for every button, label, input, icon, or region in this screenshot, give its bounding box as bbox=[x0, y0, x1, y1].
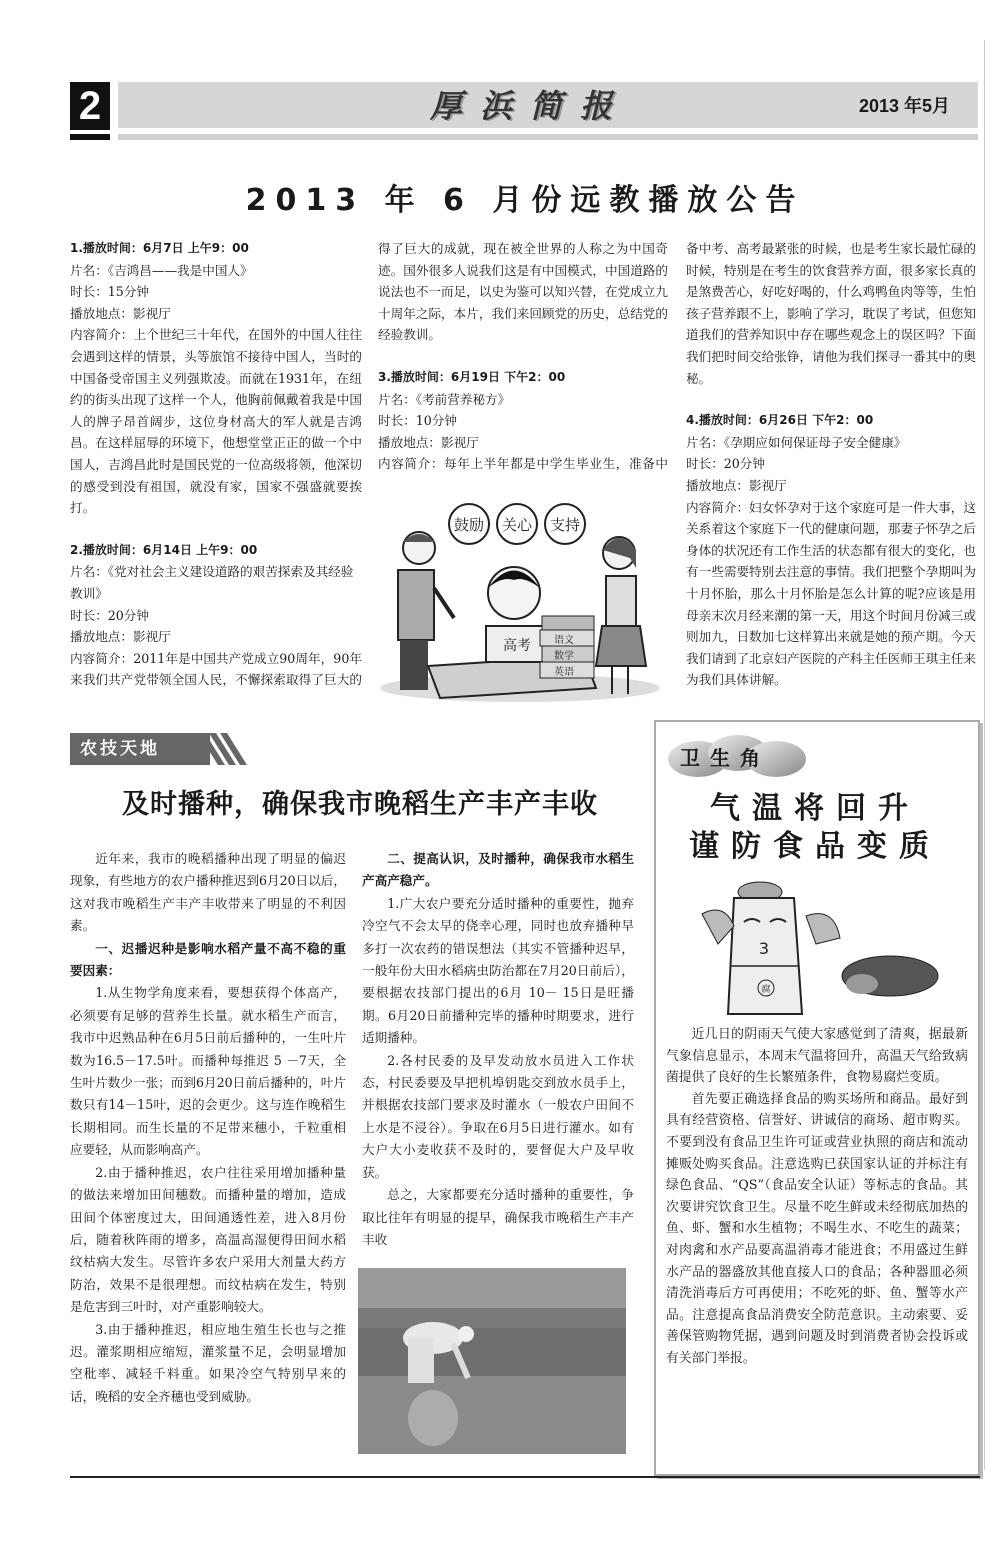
film-summary-continued: 备中考、高考最紧张的时候，也是考生家长最忙碌的时候，特别是在考生的饮食营养方面，很多家长真的是煞费苦心，好吃好喝的，什么鸡鸭鱼肉等等，生怕孩子营养跟不上，影响了学习，耽误了考试，但您知道我们的营养知识中存在哪些观念上的误区吗？下面我们把时间交给张铮，请他为我们探寻一番其中的奥秘。 bbox=[686, 241, 976, 386]
book-stack bbox=[540, 616, 594, 678]
fridge-badge-label: 腐 bbox=[761, 985, 771, 995]
bottom-rule bbox=[70, 1476, 980, 1478]
fridge-mouth-label: 3 bbox=[758, 939, 770, 958]
agri-article-title: 及时播种，确保我市晚稻生产丰产丰收 bbox=[122, 789, 598, 820]
film-venue: 播放地点：影视厅 bbox=[686, 477, 787, 493]
film-summary: 内容简介：妇女怀孕对于这个家庭可是一件大事，这关系着这个家庭下一代的健康问题，那妻子怀孕之后身体的状况还有工作生活的状态都有很大的变化，也有一些需要特别去注意的事情。我们把整个孕期叫为十月怀胎，那么十月怀胎是怎么计算的呢?应该是用母亲末次月经来潮的第一天，用这个时间月份减三或则加九，日数加七这样算出来就是她的预产期。今天我们请到了北京妇产医院的产科主任医师王琪主任来为我们具体讲解。 bbox=[686, 499, 976, 688]
announcement-headline: 2013 年 6 月份远教播放公告 bbox=[245, 183, 805, 218]
schedule-heading: 4.播放时间：6月26日 下午2：00 bbox=[686, 413, 874, 428]
announcement-column-2 bbox=[378, 238, 668, 475]
agri-paragraph: 总之，大家都要充分适时播种的重要性，争取比往年有明显的提早，确保我市晚稻生产丰产丰收 bbox=[362, 1187, 634, 1247]
masthead-underline bbox=[118, 134, 978, 140]
film-summary: 内容简介：上个世纪三十年代，在国外的中国人往往会遇到这样的情景，头等旅馆不接待中国人，当时的中国备受帝国主义列强欺凌。而就在1931年，在纽约的街头出现了这样一个人，他胸前佩戴着我是中国人的牌子昂首阔步，这位身材高大的军人就是吉鸿昌。在这样屈辱的环境下，他想堂堂正正的做一个中国人，吉鸿昌此时是国民党的一位高级将领，他深切的感受到没有祖国，就没有家，国家不强盛就要挨打。 bbox=[70, 327, 362, 516]
film-title: 片名：《党对社会主义建设道路的艰苦探索及其经验教训》 bbox=[70, 564, 354, 601]
film-summary-continued: 得了巨大的成就，现在被全世界的人称之为中国奇迹。国外很多人说我们这是有中国模式，中国道路的说法也不一而足，以史为鉴可以知兴替，在党成立九十周年之际，本片，我们来回顾党的历史，总结党的经验教训。 bbox=[378, 241, 668, 343]
agri-column-1 bbox=[70, 848, 346, 1408]
health-paragraph: 近几日的阴雨天气使大家感觉到了清爽，据最新气象信息显示，本周末气温将回升，高温天气给致病菌提供了良好的生长繁殖条件，食物易腐烂变质。 bbox=[666, 1027, 968, 1086]
film-title: 片名：《孕期应如何保证母子安全健康》 bbox=[686, 434, 907, 450]
announcement-column-3 bbox=[686, 238, 976, 691]
page-number: 2 bbox=[70, 82, 110, 130]
schedule-heading: 2.播放时间：6月14日 上午9：00 bbox=[70, 542, 258, 557]
book-label-english: 英语 bbox=[554, 667, 574, 678]
section-label-agri: 农技天地 bbox=[70, 733, 210, 765]
agri-column-2 bbox=[362, 848, 634, 1251]
film-duration: 时长：15分钟 bbox=[70, 284, 149, 300]
film-duration: 时长：20分钟 bbox=[70, 607, 149, 623]
book-label-math: 数学 bbox=[554, 651, 574, 662]
page-number-underbar bbox=[70, 134, 110, 140]
section-label-health: 卫生角 bbox=[680, 746, 770, 770]
agri-paragraph: 2.由于播种推迟，农户往往采用增加播种量的做法来增加田间穗数。而播种量的增加，造成田间个体密度过大，田间通透性差，进入8月份后，随着秋阵雨的增多，高温高湿便得田间水稻纹枯病大发生。尽管许多农户采用大剂量大药方防治，效果不是很理想。而纹枯病在发生，特别是危害到三叶时，对产重影响较大。 bbox=[70, 1164, 346, 1315]
health-article-body bbox=[666, 1024, 968, 1370]
agri-paragraph: 2.各村民委的及早发动放水员进入工作状态，村民委要及早把机埠钥匙交到放水员手上，并根据农技部门要求及时灌水（一般农户田间不上水是不浸谷）。争取在6月5日进行灌水。如有大户大小麦收获不及时的，要督促大户及早收获。 bbox=[362, 1052, 634, 1180]
agri-paragraph: 1.从生物学角度来看，要想获得个体高产，必须要有足够的营养生长量。就水稻生产而言，我市中迟熟品种在6月5日前后播种的，一生叶片数为16.5－17.5叶。而播种每推迟 5 －7天，全生叶片数少一张；而到6月20日前后播种的，叶片数只有14－15叶，迟的会更少。这与连作晚稻生长期相同。而生长量的不足带来穗小，千粒重相应要轻，从而影响高产。 bbox=[70, 985, 346, 1158]
film-summary: 内容简介：2011年是中国共产党成立90周年，90年来我们共产党带领全国人民，不懈探索取得了巨大的 bbox=[70, 650, 362, 688]
schedule-heading: 3.播放时间：6月19日 下午2：00 bbox=[378, 369, 566, 384]
film-venue: 播放地点：影视厅 bbox=[378, 434, 479, 450]
exam-illustration bbox=[374, 498, 666, 706]
film-summary: 内容简介：每年上半年都是中学生毕业生，准备中 bbox=[378, 456, 668, 472]
book-label-chinese: 语文 bbox=[554, 635, 574, 646]
agri-subheading: 一、迟播迟种是影响水稻产量不高不稳的重要因素： bbox=[70, 940, 346, 979]
agri-subheading: 二、提高认识，及时播种，确保我市水稻生产高产稳产。 bbox=[362, 851, 634, 889]
book-label-gaokao: 高考 bbox=[503, 638, 531, 654]
page-edge-line bbox=[984, 40, 985, 1470]
agri-paragraph: 3.由于播种推迟，相应地生殖生长也与之推迟。灌浆期相应缩短，灌浆量不足，会明显增加空秕率、减轻千料重。如果冷空气特别早来的话，晚稻的安全齐穗也受到威胁。 bbox=[70, 1321, 346, 1404]
health-title-line-1: 气温将回升 bbox=[710, 791, 920, 826]
issue-date: 2013 年5月 bbox=[858, 96, 950, 116]
bubble-label-encourage: 鼓励 bbox=[453, 516, 485, 534]
film-title: 片名：《吉鸿昌——我是中国人》 bbox=[70, 262, 253, 278]
film-venue: 播放地点：影视厅 bbox=[70, 629, 171, 645]
schedule-heading: 1.播放时间：6月7日 上午9：00 bbox=[70, 241, 249, 255]
announcement-column-1 bbox=[70, 238, 362, 691]
agri-paragraph: 1.广大农户要充分适时播种的重要性，抛弃冷空气不会太早的侥幸心理，同时也放弃播种早多打一次农药的错误想法（其实不管播种迟早，一般年份大田水稻病虫防治都在7月20日前后），要根据农技部门提出的6月 10－ 15日是旺播期。6月20日前播种完毕的播种时期要求，进行适期播种。 bbox=[362, 895, 634, 1046]
paper-name: 厚浜简报 bbox=[429, 87, 630, 125]
film-duration: 时长：20分钟 bbox=[686, 456, 765, 472]
speech-bubbles bbox=[449, 504, 585, 544]
film-duration: 时长：10分钟 bbox=[378, 413, 457, 429]
health-title-line-2: 谨防食品变质 bbox=[689, 829, 941, 864]
film-title: 片名：《考前营养秘方》 bbox=[378, 391, 511, 407]
bubble-label-care: 关心 bbox=[501, 516, 533, 534]
bubble-label-support: 支持 bbox=[549, 516, 581, 534]
rice-paddy-photo bbox=[358, 1268, 626, 1454]
health-paragraph: 首先要正确选择食品的购买场所和商品。最好到具有经营资格、信誉好、讲诚信的商场、超市购买。不要到没有食品卫生许可证或营业执照的商店和流动摊贩处购买食品。注意选购已获国家认证的并标注有绿色食品、“QS”（食品安全认证）等标志的食品。其次要讲究饮食卫生。尽量不吃生鲜或未经彻底加热的鱼、虾、蟹和水生植物；不喝生水、不吃生的蔬菜；对肉禽和水产品要高温消毒才能进食；不用盛过生鲜水产品的器盛放其他直接人口的食品；各种器皿必须清洗消毒后方可再使用；不吃死的虾、鱼、蟹等水产品。注意提高食品消费安全防范意识。主动索要、妥善保管购物凭据，遇到问题及时到消费者协会投诉或有关部门举报。 bbox=[666, 1091, 968, 1366]
fridge-illustration bbox=[694, 866, 944, 1016]
health-article-title bbox=[660, 790, 970, 866]
film-venue: 播放地点：影视厅 bbox=[70, 305, 171, 321]
agri-paragraph: 近年来，我市的晚稻播种出现了明显的偏迟现象，有些地方的农户播种推迟到6月20日以后，这对我市晚稻生产丰产丰收带来了明显的不利因素。 bbox=[70, 851, 346, 934]
